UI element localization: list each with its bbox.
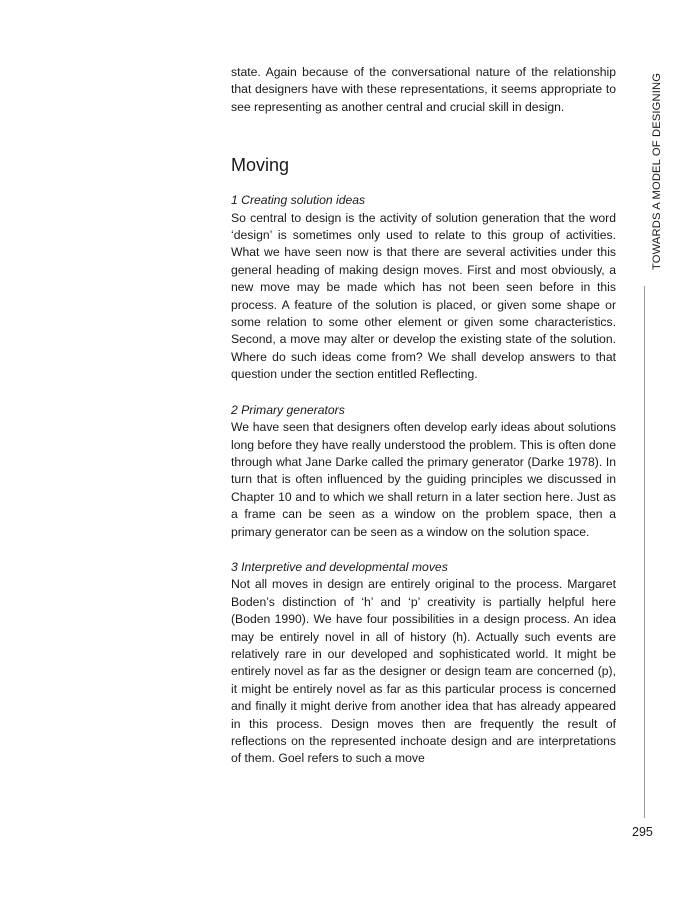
intro-paragraph: state. Again because of the conversational nature of the relationship that designers have with these representations, it seems appropriate to see representing as another central and crucial skill in design. <box>231 65 616 114</box>
section-heading: Moving <box>231 155 290 176</box>
subsection-body: Not all moves in design are entirely original to the process. Margaret Boden’s distinction of ‘h’ and ‘p’ creativity is partially helpful here (Boden 1990). We have four possibilities in a design process. An idea may be entirely novel in all of history (h). Actually such events are relatively rare in our developed and sophisticated world. It might be entirely novel as far as the designer or design team are concerned (p), it might be entirely novel as far as this particular process is concerned and finally it might derive from another idea that has already appeared in this process. Design moves then are frequently the result of reflections on the represented inchoate design and are interpretations of them. Goel refers to such a move <box>231 577 616 766</box>
subsection-creating-solution-ideas <box>231 192 616 383</box>
page-number: 295 <box>632 825 653 839</box>
subsection-interpretive-moves <box>231 559 616 768</box>
subsection-primary-generators <box>231 402 616 541</box>
subsection-body: So central to design is the activity of solution generation that the word ‘design’ is sometimes only used to relate to this group of activities. What we have seen now is that there are several activities under this general heading of making design moves. First and most obviously, a new move may be made which has not been seen before in this process. A feature of the solution is placed, or given some shape or some relation to some other element or given some characteristics. Second, a move may alter or develop the existing state of the solution. Where do such ideas come from? We shall develop answers to that question under the section entitled Reflecting. <box>231 210 616 382</box>
subsection-body: We have seen that designers often develop early ideas about solutions long before they have really understood the problem. This is often done through what Jane Darke called the primary generator (Darke 1978). In turn that is often influenced by the guiding principles we discussed in Chapter 10 and to which we shall return in a later section here. Just as a frame can be seen as a window on the problem space, then a primary generator can be seen as a window on the solution space. <box>231 420 616 539</box>
running-head: TOWARDS A MODEL OF DESIGNING <box>651 72 663 270</box>
main-text-column <box>231 64 616 786</box>
subsection-title: 1 Creating solution ideas <box>231 193 366 208</box>
subsection-title: 2 Primary generators <box>231 402 345 417</box>
subsection-title: 3 Interpretive and developmental moves <box>231 559 448 574</box>
margin-rule <box>644 286 645 818</box>
